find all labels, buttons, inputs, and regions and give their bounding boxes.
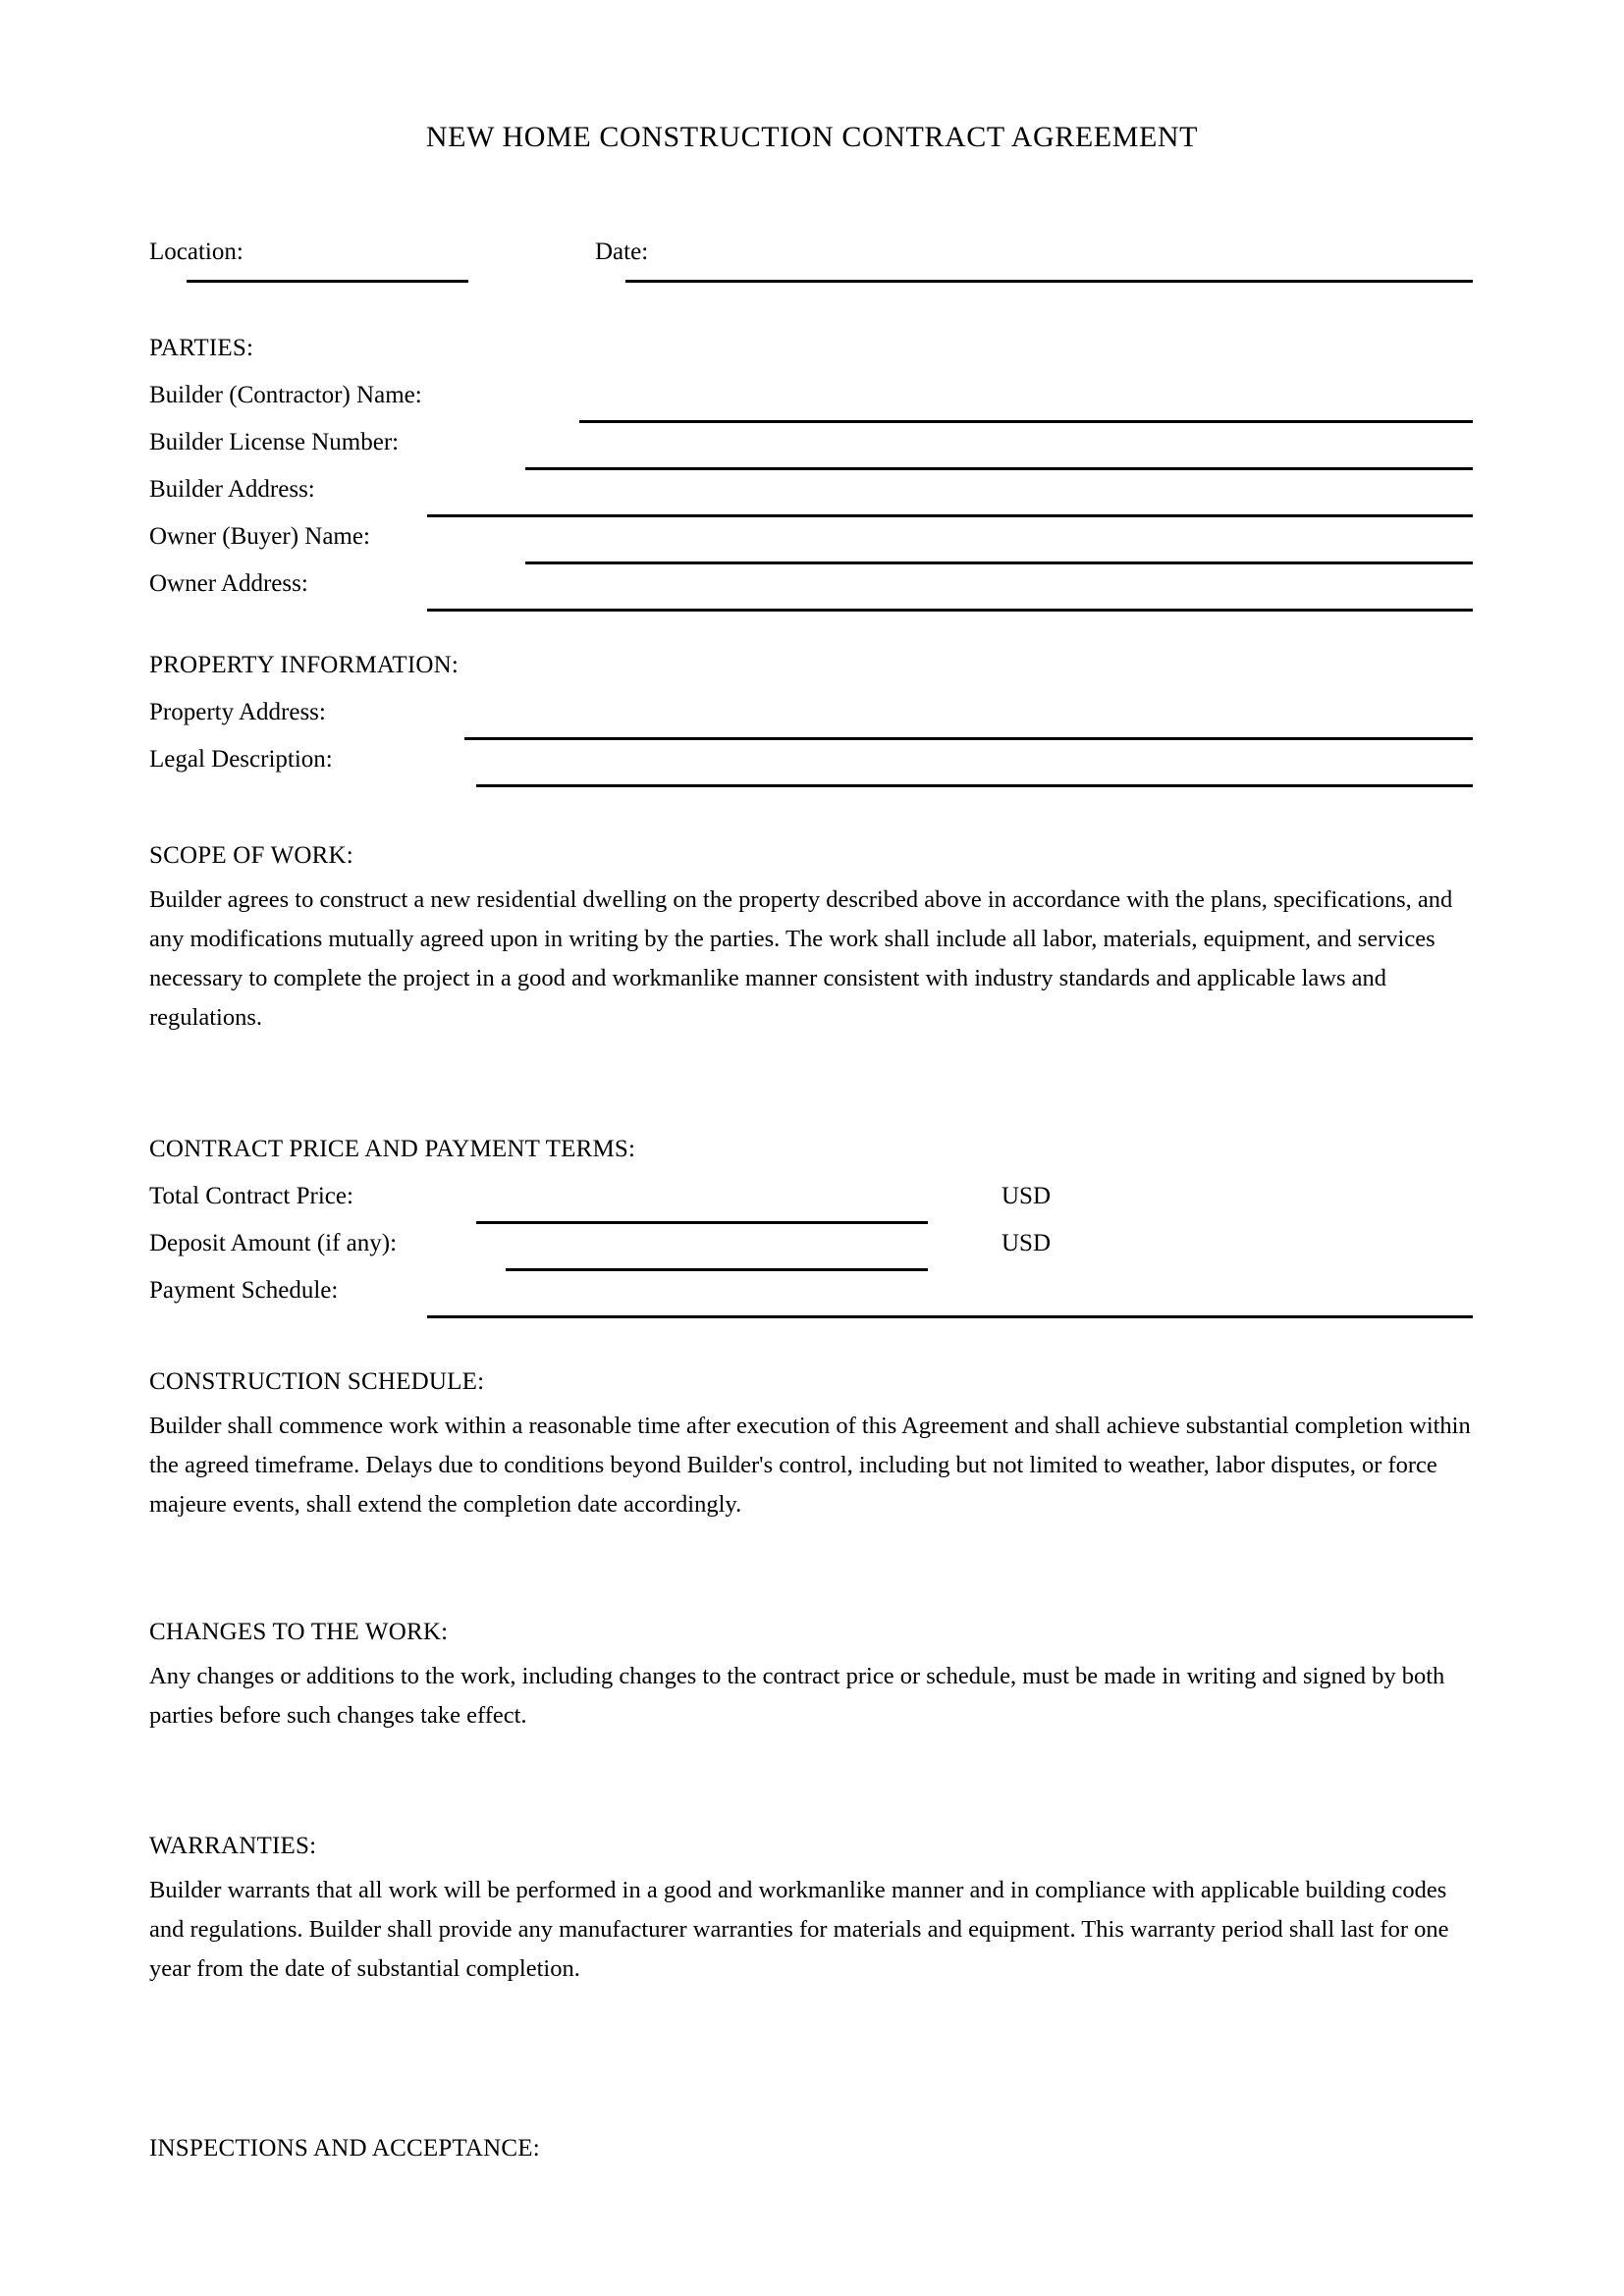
builder-name-input-line[interactable] [579,420,1473,423]
total-contract-price-input-line[interactable] [476,1221,928,1224]
scope-of-work-body [149,881,1473,1038]
parties-heading: PARTIES: [149,335,254,361]
location-label: Location: [149,239,244,265]
construction-schedule-body [149,1407,1473,1524]
contract-price-heading: CONTRACT PRICE AND PAYMENT TERMS: [149,1136,636,1162]
changes-to-work-body [149,1657,1473,1735]
property-address-label: Property Address: [149,699,326,725]
inspections-and-acceptance-heading: INSPECTIONS AND ACCEPTANCE: [149,2135,540,2162]
property-address-input-line[interactable] [464,737,1473,740]
owner-name-label: Owner (Buyer) Name: [149,523,370,550]
builder-license-input-line[interactable] [525,467,1473,470]
owner-address-input-line[interactable] [427,609,1473,612]
scope-of-work-text: Builder agrees to construct a new residential dwelling on the property described above in accordance with the plans, specifications, and any modifications mutually agreed upon in writing by the parties. The work shall include all labor, materials, equipment, and services necessary to complete the project in a good and workmanlike manner consistent with industry standards and applicable laws and regulations. [149,886,1453,1031]
deposit-amount-currency: USD [1001,1230,1052,1256]
page-title: NEW HOME CONSTRUCTION CONTRACT AGREEMENT [425,121,1199,153]
construction-schedule-text: Builder shall commence work within a reasonable time after execution of this Agreement and shall achieve substantial completion within the agreed timeframe. Delays due to conditions beyond Builder's control, including but not limited to weather, labor disputes, or force majeure events, shall extend the completion date accordingly. [149,1413,1471,1518]
location-input-line[interactable] [187,280,468,283]
date-label: Date: [595,239,649,265]
payment-schedule-input-line[interactable] [427,1315,1473,1318]
owner-name-input-line[interactable] [525,561,1473,564]
warranties-text: Builder warrants that all work will be performed in a good and workmanlike manner and in compliance with applicable building codes and regulations. Builder shall provide any manufacturer warranties for materials and equipment. This warranty period shall last for one year from the date of substantial completion. [149,1877,1449,1982]
legal-description-input-line[interactable] [476,784,1473,787]
legal-description-label: Legal Description: [149,746,333,773]
builder-name-label: Builder (Contractor) Name: [149,382,422,408]
builder-address-label: Builder Address: [149,476,315,503]
date-input-line[interactable] [625,280,1473,283]
total-contract-price-label: Total Contract Price: [149,1183,353,1209]
deposit-amount-input-line[interactable] [506,1268,928,1271]
scope-of-work-heading: SCOPE OF WORK: [149,842,353,869]
payment-schedule-label: Payment Schedule: [149,1277,339,1304]
warranties-heading: WARRANTIES: [149,1833,317,1859]
owner-address-label: Owner Address: [149,570,308,597]
builder-address-input-line[interactable] [427,514,1473,517]
total-contract-price-currency: USD [1001,1183,1052,1209]
warranties-body [149,1871,1473,1989]
deposit-amount-label: Deposit Amount (if any): [149,1230,398,1256]
builder-license-label: Builder License Number: [149,429,400,455]
construction-schedule-heading: CONSTRUCTION SCHEDULE: [149,1368,485,1395]
changes-to-work-text: Any changes or additions to the work, including changes to the contract price or schedule, must be made in writing and signed by both parties before such changes take effect. [149,1663,1445,1729]
changes-to-work-heading: CHANGES TO THE WORK: [149,1619,449,1645]
property-information-heading: PROPERTY INFORMATION: [149,652,460,678]
